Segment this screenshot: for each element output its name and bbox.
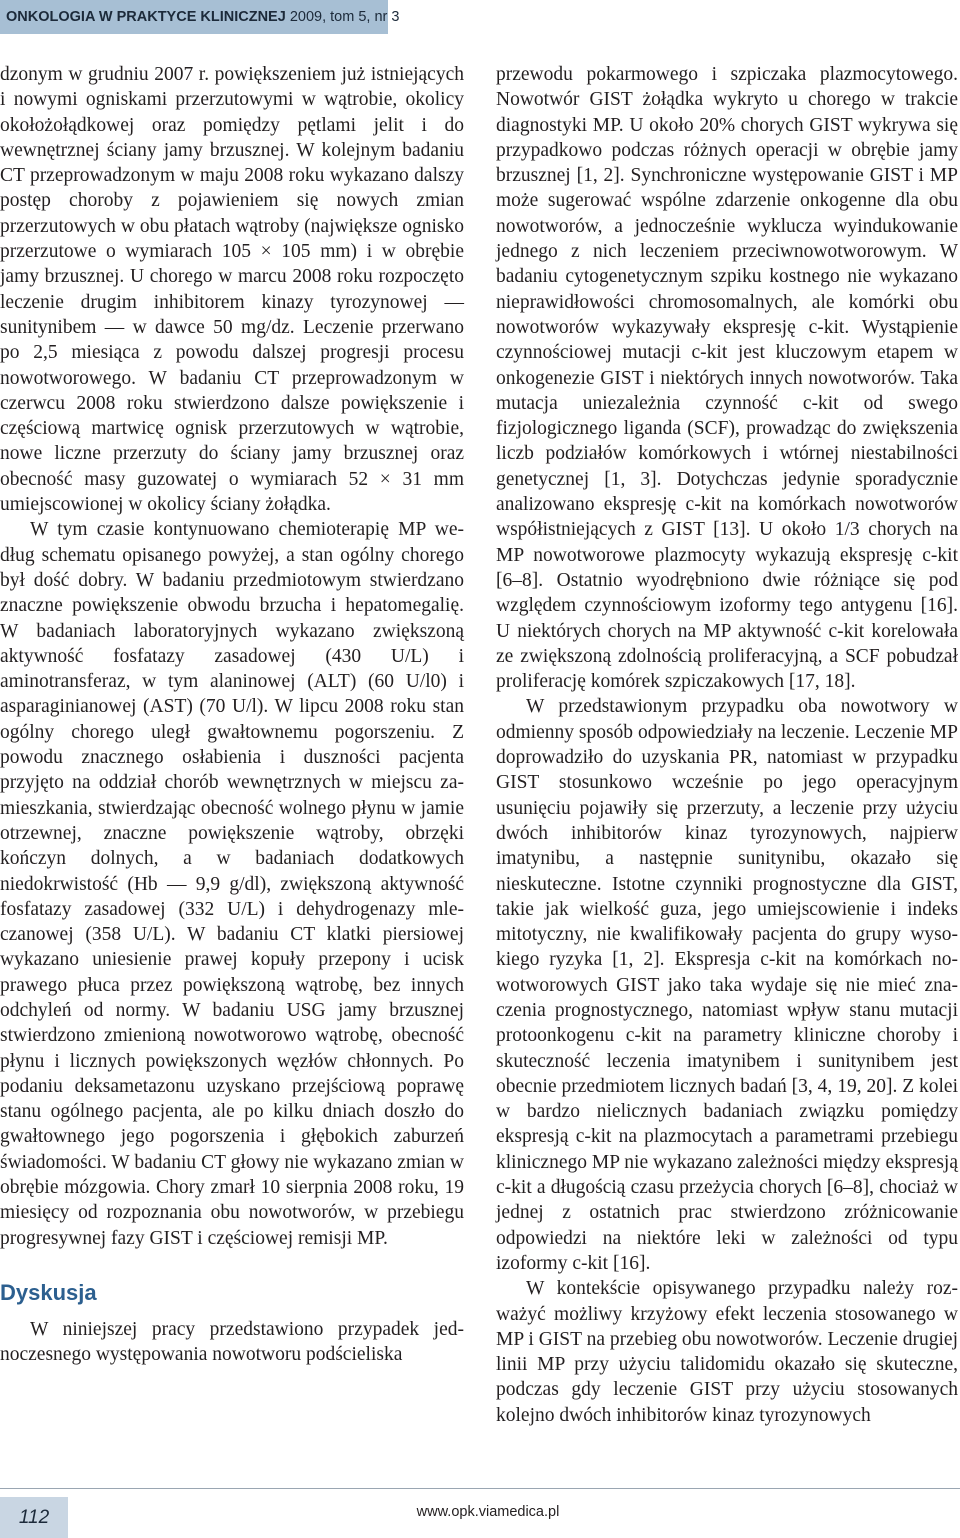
journal-issue: 2009, tom 5, nr 3 (285, 9, 400, 25)
journal-title: ONKOLOGIA W PRAKTYCE KLINICZNEJ (6, 9, 286, 25)
left-paragraph-2: W tym czasie kontynuowano chemioterapię MP według schematu opisanego powyżej, a stan ogólny chorego był dość dobry. W badaniu przedmiotowym stwierdzano znaczne powiększenie obwodu brzucha i hepatomegalię. W badaniach laboratoryjnych wykazano zwiększoną aktywność fosfatazy zasadowej (430 U/L) i aminotransferaz, w tym alaninowej (ALT) (60 U/l0) i asparaginianowej (AST) (70 U/l). W lipcu 2008 roku stan ogólny chorego uległ gwałtownemu pogorszeniu. Z powodu znacznego osłabienia i duszności pacjenta przyjęto na oddział chorób wewnętrznych w miejscu zamieszkania, stwierdzając obecność wolnego płynu w jamie otrzewnej, znaczne powiększenie wątroby, obrzęki kończyn dolnych, a w badaniach dodatkowych niedokrwistość (Hb — 9,9 g/dl), zwiększoną aktywność fosfatazy zasadowej (332 U/L) i dehydrogenazy mleczanowej (358 U/L). W badaniu CT klatki piersiowej wykazano uniesienie prawej kopuły przepony i ucisk prawego płuca przez powiększoną wątrobę, bez innych odchyleń od normy. W badaniu USG jamy brzusznej stwierdzono zmienioną nowotworowo wątrobę, obecność płynu i licznych powiększonych węzłów chłonnych. Po podaniu deksametazonu uzyskano przejściową poprawę stanu ogólnego pacjenta, ale po kilku dniach doszło do gwałtownego jego pogorszenia i głębokich zaburzeń świadomości. W badaniu CT głowy nie wykazano zmian w obrębie mózgowia. Chory zmarł 10 sierpnia 2008 roku, 19 miesięcy od rozpoznania obu nowotworów, w przebiegu progresywnej fazy GIST i częściowej remisji MP. (0, 519, 464, 1249)
running-head (0, 0, 400, 34)
left-paragraph-3: W niniejszej pracy przedstawiono przypadek jednoczesnego występowania nowotworu podścieliska (0, 1318, 464, 1366)
right-column (496, 62, 958, 1428)
page-number: 112 (0, 1497, 68, 1538)
footer-url: www.opk.viamedica.pl (416, 1504, 560, 1520)
left-column (0, 62, 464, 1368)
right-paragraph-3: W kontekście opisywanego przypadku należy rozważyć możliwy krzyżowy efekt leczenia stosowanego w MP i GIST na przebieg obu nowotworów. Leczenie drugiej linii MP przy użyciu talidomidu okazało się skuteczne, podczas gdy leczenie GIST przy użyciu stosowanych kolejno dwóch inhibitorów kinaz tyrozynowych (496, 1278, 958, 1426)
footer-rule (0, 1488, 960, 1489)
right-paragraph-2: W przedstawionym przypadku oba nowotwory w odmienny sposób odpowiedziały na leczenie. Leczenie MP doprowadziło do uzyskania PR, natomiast w przypadku GIST stosunkowo wcześnie po jego operacyjnym usunięciu pojawiły się przerzuty, a leczenie przy użyciu dwóch inhibitorów kinaz tyrozynowych, najpierw imatynibu, a następnie sunitynibu, okazało się nieskuteczne. Istotne czynniki prognostyczne dla GIST, takie jak wielkość guza, jego umiejscowienie i indeks mitotyczny, nie kwalifikowały pacjenta do grupy wysokiego ryzyka [1, 2]. Ekspresja c-kit na komórkach nowotworowych GIST jako taka wydaje się nie mieć znaczenia prognostycznego, natomiast wpływ stanu mutacji protoonkogenu c-kit na parametry kliniczne choroby i skuteczność leczenia imatynibem i sunitynibem jest obecnie przedmiotem licznych badań [3, 4, 19, 20]. Z kolei w bardzo nielicznych badaniach związku pomiędzy ekspresją c-kit na plazmocytach a parametrami przebiegu klinicznego MP nie wykazano zależności między ekspresją c-kit a długością czasu przeżycia chorych [6–8], chociaż w jednej z ostatnich prac stwierdzono zróżnicowanie odpowiedzi na niektóre leki w zależności od typu izoformy c-kit [16]. (496, 696, 958, 1274)
right-paragraph-1: przewodu pokarmowego i szpiczaka plazmocytowego. Nowotwór GIST żołądka wykryto u chorego w trakcie diagnostyki MP. U około 20% chorych GIST wykrywa się przypadkowo podczas różnych operacji w obrębie jamy brzusznej [1, 2]. Synchroniczne występowanie GIST i MP może sugerować wspólne zdarzenie onkogenne dla obu nowotworów, a jednocześnie wyklucza wyindukowanie jednego z nich leczeniem przeciwnowotworowym. W badaniu cytogenetycznym szpiku kostnego nie wykazano nieprawidłowości chromosomalnych, ale komórki obu nowotworów wykazywały ekspresję c-kit. Wystąpienie czynnościowej mutacji c-kit jest kluczowym etapem w onkogenezie GIST i niektórych innych nowotworów. Taka mutacja uniezależnia czynność c-kit od swego fizjologicznego liganda (SCF), prowadząc do zwiększenia liczb podziałów komórkowych i wtórnej niestabilności genetycznej [1, 3]. Dotychczas jedynie sporadycznie analizowano ekspresję c-kit na komórkach nowotworów współistniejących z GIST [13]. U około 1/3 chorych na MP nowotworowe plazmocyty wykazują ekspresję c-kit [6–8]. Ostatnio wyodrębniono dwie różniące się pod względem czynnościowym izoformy tego antygenu [16]. U niektórych chorych na MP aktywność c-kit korelowała ze zwiększoną zdolnością proliferacyjną, a SCF pobudzał proliferację komórek szpiczakowych [17, 18]. (496, 64, 958, 693)
section-heading-dyskusja: Dyskusja (0, 1279, 97, 1305)
left-paragraph-1: dzonym w grudniu 2007 r. powiększeniem już istniejących i nowymi ogniskami przerzutowymi w wątrobie, okolicy okołożołądkowej oraz pomiędzy pętlami jelit i do wewnętrznej ściany jamy brzusznej. W kolejnym badaniu CT przeprowadzonym w maju 2008 roku wykazano dalszy postęp choroby z pojawieniem się nowych zmian przerzutowych w obu płatach wątroby (największe ognisko przerzutowe o wymiarach 105 × 105 mm) i w obrębie jamy brzusznej. U chorego w marcu 2008 roku rozpoczęto leczenie drugim inhibitorem kinazy tyrozynowej — sunitynibem — w dawce 50 mg/dz. Leczenie przerwano po 2,5 miesiąca z powodu dalszej progresji procesu nowotworowego. W badaniu CT przeprowadzonym w czerwcu 2008 roku stwierdzono dalsze powiększenie i częściową martwicę ognisk przerzutowych w wątrobie, nowe liczne przerzuty do ściany jamy brzusznej oraz obecność masy guzowatej o wymiarach 52 × 31 mm umiejscowionej w okolicy ściany żołądka. (0, 64, 464, 516)
